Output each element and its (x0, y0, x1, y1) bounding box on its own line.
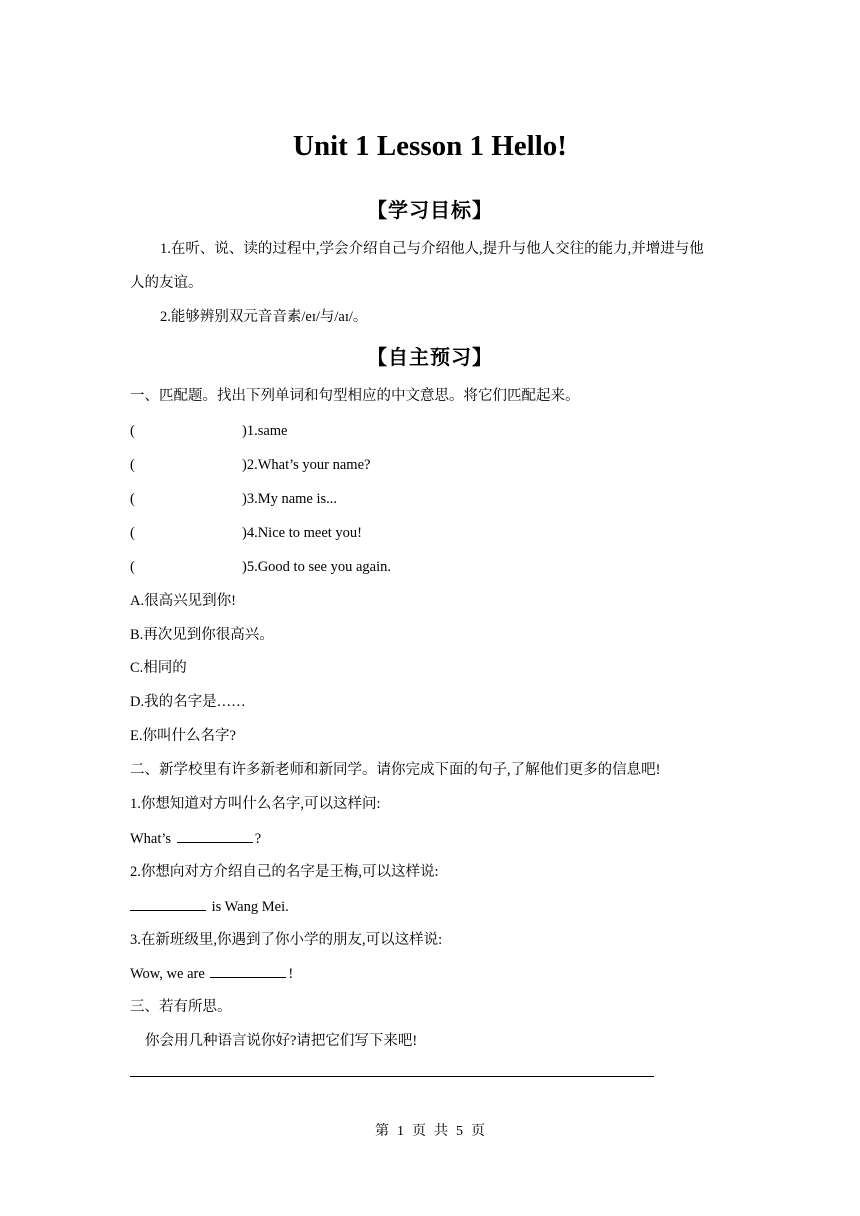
answer-blank[interactable] (177, 828, 253, 843)
page-title: Unit 1 Lesson 1 Hello! (293, 130, 567, 162)
match-item-text: )2.What’s your name? (242, 457, 371, 473)
part2-answer-3 (130, 963, 293, 984)
objective-2: 2.能够辨别双元音音素/eɪ/与/aɪ/。 (160, 309, 368, 325)
answer-prefix: Wow, we are (130, 966, 209, 982)
answer-blank[interactable] (130, 896, 206, 911)
preview-heading: 【自主预习】 (367, 345, 493, 369)
part1-instruction: 一、匹配题。找出下列单词和句型相应的中文意思。将它们匹配起来。 (130, 388, 580, 404)
answer-prefix: What’s (130, 831, 175, 847)
match-item-3 (130, 489, 337, 509)
match-item-text: )5.Good to see you again. (242, 559, 391, 575)
answer-blank[interactable]: ( (130, 559, 135, 575)
match-item-text: )4.Nice to meet you! (242, 525, 362, 541)
answer-suffix: is Wang Mei. (208, 899, 289, 915)
answer-blank[interactable]: ( (130, 423, 135, 439)
current-page-number: 1 (397, 1124, 404, 1139)
footer-label: 页 (471, 1124, 485, 1139)
part2-answer-2 (130, 896, 289, 917)
match-item-text: )1.same (242, 423, 288, 439)
answer-suffix: ! (288, 966, 294, 982)
objective-1-line-1: 1.在听、说、读的过程中,学会介绍自己与介绍他人,提升与他人交往的能力,并增进与他 (160, 241, 704, 257)
answer-suffix: ? (254, 831, 262, 847)
writing-line[interactable] (130, 1076, 654, 1077)
option-e: E.你叫什么名字? (130, 728, 236, 744)
match-item-text: )3.My name is... (242, 491, 338, 507)
part2-question-1: 1.你想知道对方叫什么名字,可以这样问: (130, 796, 381, 812)
part2-answer-1 (130, 828, 261, 849)
option-b: B.再次见到你很高兴。 (130, 627, 274, 643)
answer-blank[interactable] (210, 963, 286, 978)
footer-label: 页 (412, 1124, 426, 1139)
match-item-5 (130, 557, 391, 577)
part2-question-2: 2.你想向对方介绍自己的名字是王梅,可以这样说: (130, 864, 439, 880)
objectives-heading: 【学习目标】 (367, 198, 493, 222)
match-item-1 (130, 421, 288, 441)
part3-question: 你会用几种语言说你好?请把它们写下来吧! (145, 1033, 418, 1049)
footer-label: 第 (375, 1124, 389, 1139)
answer-blank[interactable]: ( (130, 457, 135, 473)
part3-instruction: 三、若有所思。 (130, 999, 232, 1015)
answer-blank[interactable]: ( (130, 491, 135, 507)
part2-instruction: 二、新学校里有许多新老师和新同学。请你完成下面的句子,了解他们更多的信息吧! (130, 762, 661, 778)
match-item-4 (130, 523, 362, 543)
part2-question-3: 3.在新班级里,你遇到了你小学的朋友,可以这样说: (130, 932, 443, 948)
page-footer (0, 1122, 860, 1142)
option-d: D.我的名字是…… (130, 694, 246, 710)
match-item-2 (130, 455, 370, 475)
footer-label: 共 (434, 1124, 448, 1139)
answer-blank[interactable]: ( (130, 525, 135, 541)
total-pages-number: 5 (456, 1124, 463, 1139)
option-c: C.相同的 (130, 660, 187, 676)
objective-1-line-2: 人的友谊。 (130, 275, 203, 291)
option-a: A.很高兴见到你! (130, 593, 236, 609)
